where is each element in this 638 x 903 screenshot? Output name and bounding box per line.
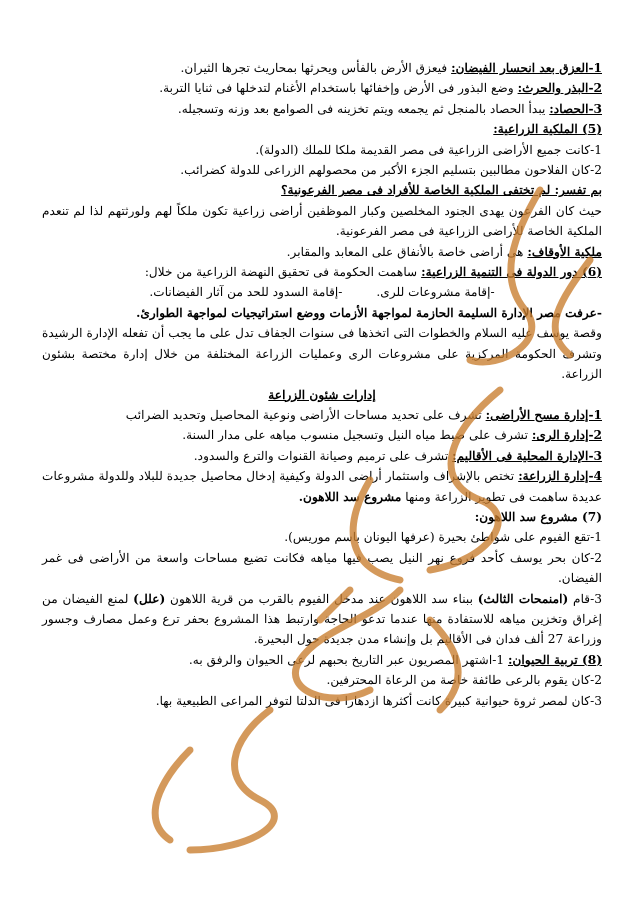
question-answer: حيث كان الفرعون يهدى الجنود المخلصين وكبار الموظفين أراضى زراعية تكون ملكاً لهم ولورثتهم لذا لم تنعدم الملكية الخاصة للأراضى الزراعية فى مصر الفرعونية. bbox=[42, 203, 602, 239]
drought-heading: -عرفت مصر الإدارة السليمة الحازمة لمواجهة الأزمات ووضع استراتيجيات لمواجهة الطوارئ. bbox=[136, 305, 602, 320]
question-heading: بم تفسر: لم تختفى الملكية الخاصة للأفراد فى مصر الفرعونية؟ bbox=[281, 183, 602, 198]
farming-step-sowing: 2-البذر والحرث: وضع البذور فى الأرض وإخفائها باستخدام الأغنام لتدخلها فى ثنايا التربة. bbox=[159, 81, 602, 96]
lahun-point-2: 2-كان بحر يوسف كأحد فروع نهر النيل يصب فيها مياهه فكانت تضيع مساحات واسعة من الأراضى فى غمر الفيضان. bbox=[42, 550, 602, 586]
ownership-point-2: 2-كان الفلاحون مطالبين بتسليم الجزء الأكبر من محصولهم الزراعى للدولة كضرائب. bbox=[180, 163, 602, 178]
drought-paragraph: وقصة يوسف عليه السلام والخطوات التى اتخذها فى سنوات الجفاف تدل على ما يجب أن تفعله الإدارة الرشيدة وتشرف الحكومة المركزية على مشروعات الرى وعمليات الزراعة المختلفة من خلال إدارة مختصة بشئون الزراعة. bbox=[42, 326, 602, 382]
farming-step-harvest: 3-الحصاد: يبدأ الحصاد بالمنجل ثم يجمعه ويتم تخزينه فى الصوامع بعد وزنه وتسجيله. bbox=[177, 101, 602, 116]
admin-section-title: إدارات شئون الزراعة bbox=[268, 387, 376, 402]
lahun-point-1: 1-تقع الفيوم على شواطئ بحيرة (عرفها اليونان باسم موريس). bbox=[284, 530, 602, 545]
state-role-bullets: -إقامة مشروعات للرى.-إقامة السدود للحد من آثار الفيضانات. bbox=[149, 285, 495, 300]
farming-step-hoeing: 1-العزق بعد انحسار الفيضان: فيعزق الأرض بالفأس ويحرثها بمحاريث تجرها الثيران. bbox=[180, 61, 602, 75]
section-8-line-3: 3-كان لمصر ثروة حيوانية كبيرة كانت أكثرها ازدهارا فى الدلتا لتوفر المراعى الطبيعية بها. bbox=[155, 693, 602, 708]
section-7-title: (7) مشروع سد اللاهون: bbox=[474, 509, 602, 524]
admin-survey: 1-إدارة مسح الأراضى: تشرف على تحديد مساحات الأراضى ونوعية المحاصيل وتحديد الضرائب bbox=[125, 407, 602, 422]
awqaf-line: ملكية الأوقاف: هى أراضى خاصة بالأنفاق على المعابد والمقابر. bbox=[286, 244, 602, 259]
section-8-line-2: 2-كان يقوم بالرعى طائفة خاصة من الرعاة المحترفين. bbox=[326, 673, 602, 688]
ownership-point-1: 1-كانت جميع الأراضى الزراعية فى مصر القديمة ملكا للملك (الدولة). bbox=[255, 142, 602, 157]
section-5-title: (5) الملكية الزراعية: bbox=[493, 122, 602, 137]
document-body bbox=[42, 58, 602, 711]
lahun-point-3: 3-قام (امنمحات الثالث) ببناء سد اللاهون عند مدخل الفيوم بالقرب من قرية اللاهون (علل) لمنع الفيضان من إغراق وتخزين مياهه للاستفادة منها عندما تدعو الحاجة وارتبط هذا المشروع بحفر ترع وعمل مصارف وجسور وزراعة 27 ألف فدان فى الأقاليم بل وإنشاء مدن جديدة حول البحيرة. bbox=[42, 591, 603, 647]
admin-irrigation: 2-إدارة الرى: تشرف على ضبط مياه النيل وتسجيل منسوب مياهه على مدار السنة. bbox=[182, 428, 602, 443]
admin-local: 3-الإدارة المحلية فى الأقاليم: تشرف على ترميم وصيانة القنوات والترع والسدود. bbox=[193, 448, 602, 463]
section-6-title: (6) دور الدولة فى التنمية الزراعية: ساهمت الحكومة فى تحقيق النهضة الزراعية من خلال: bbox=[144, 265, 602, 280]
admin-agriculture: 4-إدارة الزراعة: تختص بالإشراف واستثمار أراضى الدولة وكيفية إدخال محاصيل جديدة للبلاد وللدولة مشروعات عديدة ساهمت فى تطوير الزراعة ومنها مشروع سد اللاهون. bbox=[42, 469, 602, 504]
section-8-line-1: (8) تربية الحيوان: 1-اشتهر المصريون عبر التاريخ بحبهم لرعى الحيوان والرفق به. bbox=[188, 652, 602, 667]
